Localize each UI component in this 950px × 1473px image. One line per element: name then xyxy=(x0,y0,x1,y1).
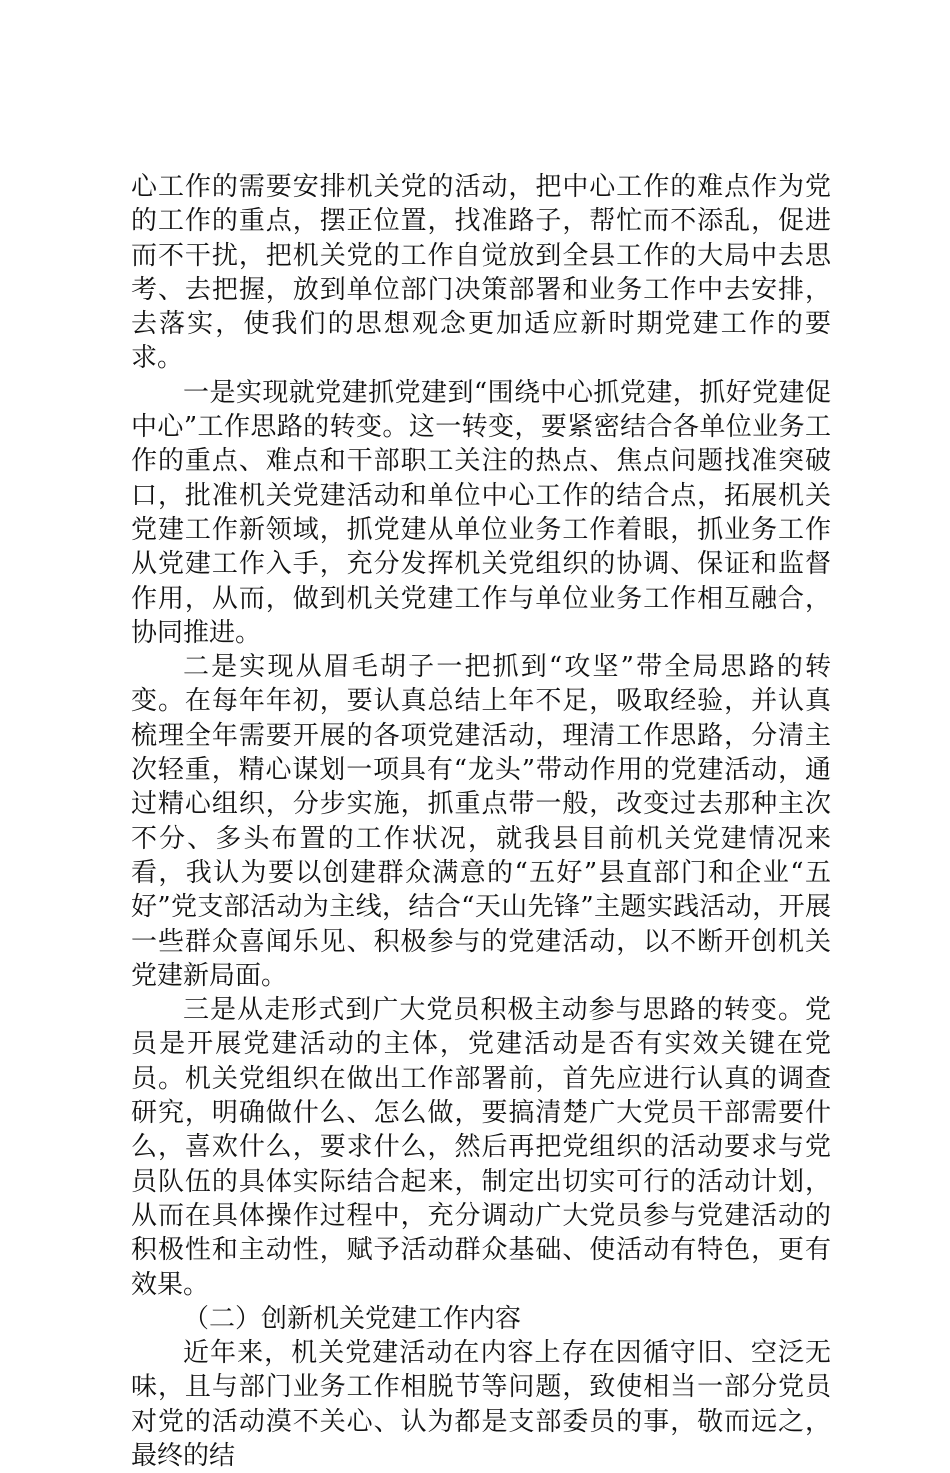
paragraph-point-three: 三是从走形式到广大党员积极主动参与思路的转变。党员是开展党建活动的主体，党建活动是否有实效关键在党员。机关党组织在做出工作部署前，首先应进行认真的调查研究，明确做什么、怎么做，要搞清楚广大党员干部需要什么，喜欢什么，要求什么，然后再把党组织的活动要求与党员队伍的具体实际结合起来，制定出切实可行的活动计划，从而在具体操作过程中，充分调动广大党员参与党建活动的积极性和主动性，赋予活动群众基础、使活动有特色，更有效果。 xyxy=(131,995,831,1300)
paragraph-point-one: 一是实现就党建抓党建到“围绕中心抓党建，抓好党建促中心”工作思路的转变。这一转变，要紧密结合各单位业务工作的重点、难点和干部职工关注的热点、焦点问题找准突破口，批准机关党建活动和单位中心工作的结合点，拓展机关党建工作新领域，抓党建从单位业务工作着眼，抓业务工作从党建工作入手，充分发挥机关党组织的协调、保证和监督作用，从而，做到机关党建工作与单位业务工作相互融合，协同推进。 xyxy=(131,377,831,648)
paragraph-continuation: 心工作的需要安排机关党的活动，把中心工作的难点作为党的工作的重点，摆正位置，找准路子，帮忙而不添乱，促进而不干扰，把机关党的工作自觉放到全县工作的大局中去思考、去把握，放到单位部门决策部署和业务工作中去安排，去落实，使我们的思想观念更加适应新时期党建工作的要求。 xyxy=(131,172,831,374)
document-body xyxy=(131,170,831,1473)
section-heading: （二）创新机关党建工作内容 xyxy=(183,1303,522,1334)
paragraph-point-two: 二是实现从眉毛胡子一把抓到“攻坚”带全局思路的转变。在每年年初，要认真总结上年不足，吸取经验，并认真梳理全年需要开展的各项党建活动，理清工作思路，分清主次轻重，精心谋划一项具有“龙头”带动作用的党建活动，通过精心组织，分步实施，抓重点带一般，改变过去那种主次不分、多头布置的工作状况，就我县目前机关党建情况来看，我认为要以创建群众满意的“五好”县直部门和企业“五好”党支部活动为主线，结合“天山先锋”主题实践活动，开展一些群众喜闻乐见、积极参与的党建活动，以不断开创机关党建新局面。 xyxy=(131,652,831,991)
paragraph-section-intro: 近年来，机关党建活动在内容上存在因循守旧、空泛无味，且与部门业务工作相脱节等问题，致使相当一部分党员对党的活动漠不关心、认为都是支部委员的事，敬而远之，最终的结 xyxy=(131,1338,831,1471)
